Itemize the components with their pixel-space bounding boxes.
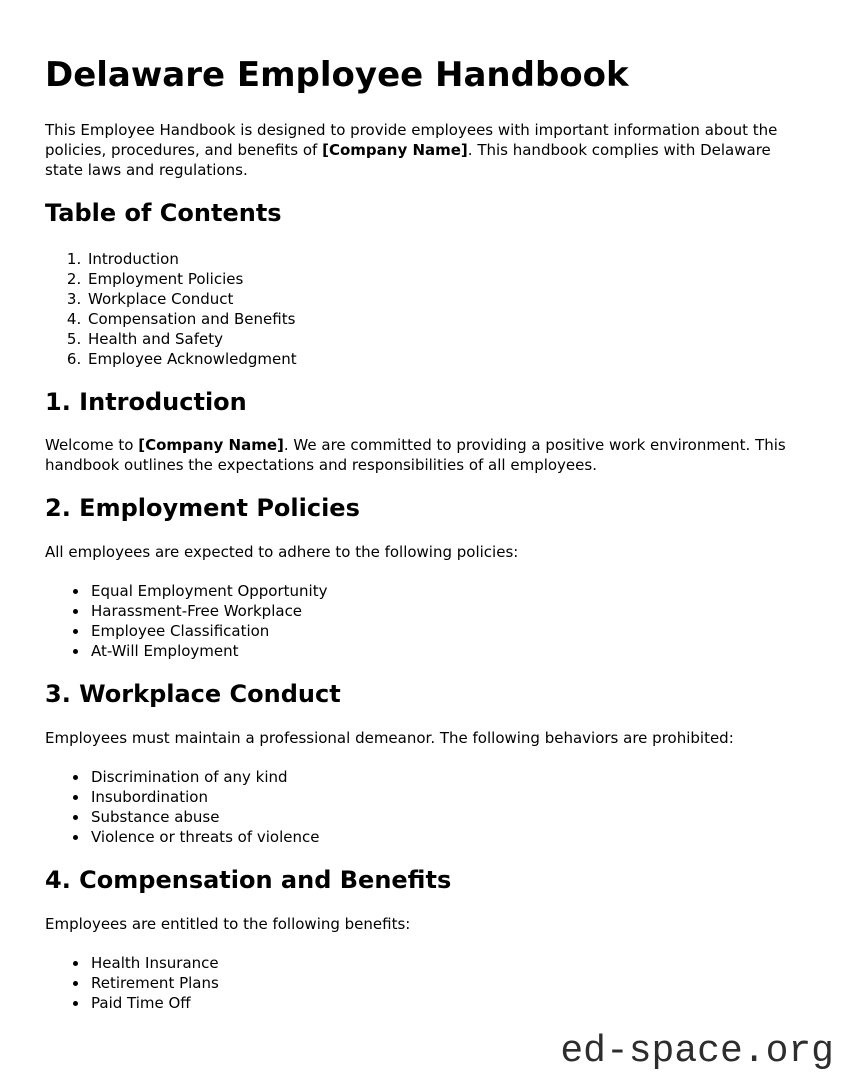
list-item: • Violence or threats of violence [89,827,799,847]
section-2-paragraph: All employees are expected to adhere to the following policies: [45,543,519,562]
toc-item-employee-acknowledgment: 6. Employee Acknowledgment [86,349,799,369]
list-item: • Substance abuse [89,807,799,827]
section-1-paragraph [45,435,799,475]
list-item: • Paid Time Off [89,993,799,1013]
section-4-bullet-list [45,953,799,1013]
list-item: • Health Insurance [89,953,799,973]
toc-item-health-and-safety: 5. Health and Safety [86,329,799,349]
list-item: • Discrimination of any kind [89,767,799,787]
document-title: Delaware Employee Handbook [45,55,629,95]
intro-text-before: This Employee Handbook is designed to provide employees with important information about the policies, procedures, and benefits of [45,120,778,159]
section-4-heading: 4. Compensation and Benefits [45,865,452,894]
intro-text-after: . This handbook complies with Delaware state laws and regulations. [45,140,771,179]
section-2-bullet-list [45,581,799,661]
section-2-heading: 2. Employment Policies [45,494,360,523]
section-1-heading: 1. Introduction [45,387,247,416]
list-item: • Harassment-Free Workplace [89,601,799,621]
section-3-paragraph: Employees must maintain a professional demeanor. The following behaviors are prohibited: [45,728,734,747]
intro-paragraph [45,120,799,180]
section-3-bullet-list [45,767,799,847]
section-1-text-after: . We are committed to providing a positive work environment. This handbook outlines the expectations and responsibilities of all employees. [45,436,786,475]
section-4-paragraph: Employees are entitled to the following benefits: [45,914,411,933]
toc-item-introduction: 1. Introduction [86,249,799,269]
list-item: • At-Will Employment [89,641,799,661]
list-item: • Equal Employment Opportunity [89,581,799,601]
toc-item-compensation-and-benefits: 4. Compensation and Benefits [86,309,799,329]
toc-item-employment-policies: 2. Employment Policies [86,269,799,289]
toc-item-workplace-conduct: 3. Workplace Conduct [86,289,799,309]
watermark: ed-space.org [560,1030,834,1073]
section-3-heading: 3. Workplace Conduct [45,680,341,709]
toc-list [45,249,799,369]
company-name-placeholder: [Company Name] [322,140,468,159]
list-item: • Insubordination [89,787,799,807]
section-1-text-before: Welcome to [45,436,139,455]
toc-heading: Table of Contents [45,198,282,227]
list-item: • Employee Classification [89,621,799,641]
company-name-placeholder: [Company Name] [138,436,284,455]
list-item: • Retirement Plans [89,973,799,993]
